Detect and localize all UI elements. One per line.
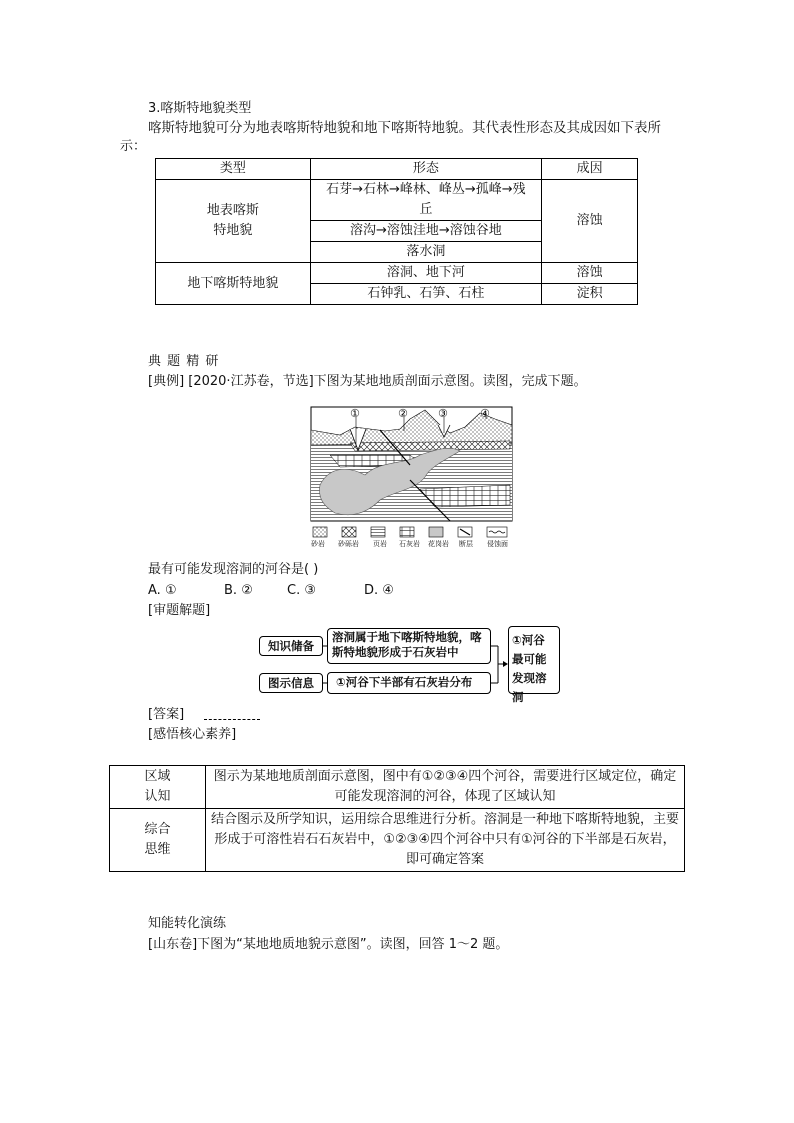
option-c: C. ③ xyxy=(287,583,317,598)
option-d: D. ④ xyxy=(364,583,394,598)
figure-info-text-box: ①河谷下半部有石灰岩分布 xyxy=(327,672,491,694)
table-row xyxy=(156,263,638,284)
legend-swatch-limestone xyxy=(400,527,414,537)
surface-form-1-line1: 石芽→石林→峰林、峰丛→孤峰→残 xyxy=(326,182,526,197)
example-intro: [典例] [2020·江苏卷，节选]下图为某地地质剖面示意图。读图，完成下题。 xyxy=(148,374,587,389)
surface-form-1 xyxy=(310,180,542,221)
table-header-row xyxy=(156,159,638,180)
underground-cause-1: 溶蚀 xyxy=(542,263,638,284)
core-literacy-table xyxy=(109,765,685,872)
core-name-2: 综合 思维 xyxy=(110,809,206,872)
legend-swatch-sandstone xyxy=(313,527,327,537)
knowledge-text-box: 溶洞属于地下喀斯特地貌，喀斯特地貌形成于石灰岩中 xyxy=(327,628,491,664)
legend-swatch-granite xyxy=(429,527,443,537)
conclusion-box: ①河谷最可能发现溶洞 xyxy=(508,626,560,694)
underground-form-1: 溶洞、地下河 xyxy=(310,263,542,284)
surface-type-line2: 特地貌 xyxy=(213,223,253,238)
karst-types-table xyxy=(155,158,638,305)
figure-info-tag: 图示信息 xyxy=(259,673,323,693)
answer-label: [答案] xyxy=(148,707,185,722)
intro-line-2: 示： xyxy=(120,139,147,154)
surface-type-line1: 地表喀斯 xyxy=(206,203,259,218)
answer-blank xyxy=(204,719,260,720)
table-row xyxy=(156,180,638,221)
legend-label-limestone: 石灰岩 xyxy=(399,540,420,548)
underground-form-2: 石钟乳、石笋、石柱 xyxy=(310,284,542,305)
question-stem: 最有可能发现溶洞的河谷是( ) xyxy=(148,562,319,577)
legend-label-erosion: 侵蚀面 xyxy=(487,540,508,548)
section-heading: 3.喀斯特地貌类型 xyxy=(148,101,252,116)
core-literacy-label: [感悟核心素养] xyxy=(148,727,237,742)
table-row xyxy=(110,809,685,872)
surface-form-3: 落水洞 xyxy=(310,242,542,263)
surface-form-1-line2: 丘 xyxy=(419,202,433,217)
core-desc-2: 结合图示及所学知识，运用综合思维进行分析。溶洞是一种地下喀斯特地貌，主要形成于可溶性岩石石灰岩中，①②③④四个河谷中只有①河谷的下半部是石灰岩，即可确定答案 xyxy=(206,809,685,872)
option-b: B. ② xyxy=(224,583,253,598)
flow-connectors xyxy=(320,625,510,697)
valley-marker-4: ④ xyxy=(480,407,490,420)
surface-form-2: 溶沟→溶蚀洼地→溶蚀谷地 xyxy=(310,221,542,242)
underground-cause-2: 淀积 xyxy=(542,284,638,305)
study-title: 典 题 精 研 xyxy=(148,354,220,369)
core-name-1: 区域 认知 xyxy=(110,766,206,809)
header-form: 形态 xyxy=(310,159,542,180)
legend-label-granite: 花岗岩 xyxy=(428,540,449,548)
valley-marker-1: ① xyxy=(350,407,360,420)
surface-type-cell xyxy=(156,180,311,263)
legend-swatch-shale xyxy=(371,527,385,537)
legend-label-conglomerate: 砂砾岩 xyxy=(338,540,359,548)
practice-title: 知能转化演练 xyxy=(148,916,227,931)
valley-marker-3: ③ xyxy=(438,407,448,420)
practice-intro: [山东卷]下图为“某地地质地貌示意图”。读图，回答 1～2 题。 xyxy=(148,937,509,952)
analysis-label: [审题解题] xyxy=(148,603,211,618)
core-desc-1: 图示为某地地质剖面示意图，图中有①②③④四个河谷，需要进行区域定位，确定可能发现溶洞的河谷，体现了区域认知 xyxy=(206,766,685,809)
underground-type-cell: 地下喀斯特地貌 xyxy=(156,263,311,305)
geologic-section-figure xyxy=(310,405,515,550)
legend-swatch-conglomerate xyxy=(342,527,356,537)
legend-label-fault: 断层 xyxy=(459,540,473,548)
legend-label-shale: 页岩 xyxy=(373,540,387,548)
valley-marker-2: ② xyxy=(398,407,408,420)
header-cause: 成因 xyxy=(542,159,638,180)
legend-label-sandstone: 砂岩 xyxy=(311,540,325,548)
header-type: 类型 xyxy=(156,159,311,180)
table-row xyxy=(110,766,685,809)
intro-line-1: 喀斯特地貌可分为地表喀斯特地貌和地下喀斯特地貌。其代表性形态及其成因如下表所 xyxy=(148,120,661,136)
surface-cause-cell: 溶蚀 xyxy=(542,180,638,263)
knowledge-tag: 知识储备 xyxy=(259,636,323,656)
option-a: A. ① xyxy=(148,583,177,598)
